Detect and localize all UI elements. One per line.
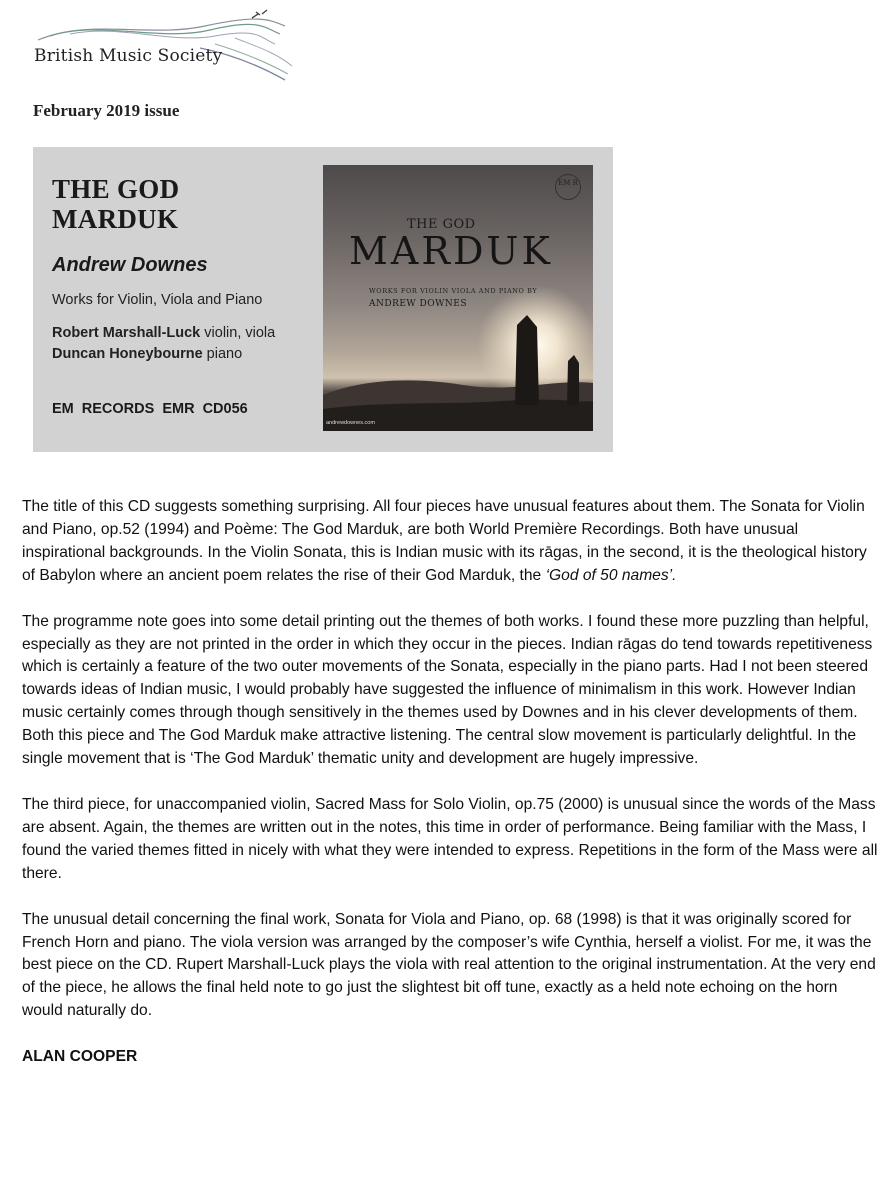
record-label: EM RECORDS EMR CD056	[52, 401, 248, 417]
cover-works-text: WORKS FOR VIOLIN VIOLA AND PIANO BY	[369, 287, 538, 295]
performer-1-role: violin, viola	[200, 325, 276, 341]
performer-2-role: piano	[202, 346, 243, 362]
cd-title	[52, 174, 312, 234]
works-description: Works for Violin, Viola and Piano	[52, 292, 263, 308]
logo-text: British Music Society	[34, 46, 223, 66]
cover-url: andrewdownes.com	[326, 420, 375, 426]
issue-date: February 2019 issue	[33, 101, 180, 120]
cd-title-line2: MARDUK	[52, 204, 179, 234]
paragraph-2: The programme note goes into some detail printing out the themes of both works. I found these more puzzling than helpful, especially as they are not printed in the order in which they occur in the pieces. Indian rāgas do tend towards repetitiveness which is certainly a feature of the two outer movements of the Sonata, especially in the piano parts. Had I not been steered towards ideas of Indian music, I would probably have suggested the influence of minimalism in this work. However Indian music certainly comes through though sensitively in the themes used by Downes and in his clever developments of them. Both this piece and The God Marduk make attractive listening. The central slow movement is particularly delightful. In the single movement that is ‘The God Marduk’ thematic unity and development are hugely impressive.	[22, 612, 873, 768]
british-music-society-logo	[30, 8, 300, 88]
author-signature: ALAN COOPER	[22, 1048, 138, 1066]
performer-1	[52, 325, 275, 341]
performer-2	[52, 346, 242, 362]
cd-banner	[33, 147, 613, 452]
cover-marduk: MARDUK	[349, 229, 553, 273]
paragraph-4: The unusual detail concerning the final work, Sonata for Viola and Piano, op. 68 (1998) is that it was originally scored for French Horn and piano. The viola version was arranged by the composer’s wife Cynthia, herself a violist. For me, it was the best piece on the CD. Rupert Marshall-Luck plays the viola with real attention to the original instrumentation. At the very end of the piece, he allows the final held note to go just the slightest bit off tune, exactly as a held note echoing on the horn would naturally do.	[22, 910, 876, 1020]
composer-name: Andrew Downes	[52, 254, 208, 276]
performer-1-name: Robert Marshall-Luck	[52, 325, 201, 341]
paragraph-3: The third piece, for unaccompanied violin, Sacred Mass for Solo Violin, op.75 (2000) is unusual since the words of the Mass are absent. Again, the themes are written out in the notes, this time in order of performance. Being familiar with the Mass, I found the varied themes fitted in nicely with what they were intended to express. Repetitions in the form of the Mass were all there.	[22, 795, 878, 882]
cover-composer: ANDREW DOWNES	[369, 299, 468, 309]
paragraph-1	[22, 496, 880, 588]
review-article	[22, 496, 880, 1092]
em-records-seal: EM R	[555, 174, 581, 200]
cd-title-line1: THE GOD	[52, 174, 180, 204]
album-cover	[323, 165, 593, 431]
cover-the-god: THE GOD	[407, 217, 476, 232]
paragraph-1-text: The title of this CD suggests something surprising. All four pieces have unusual features about them. The Sonata for Violin and Piano, op.52 (1994) and Poème: The God Marduk, are both World Première Recordings. Both have unusual inspirational backgrounds. In the Violin Sonata, this is Indian music with its rāgas, in the second, it is the theological history of Babylon where an ancient poem relates the rise of their God Marduk, the	[22, 498, 867, 584]
cover-landscape-graphic	[323, 165, 593, 431]
paragraph-1-emphasis: ‘God of 50 names’.	[545, 566, 677, 584]
performer-2-name: Duncan Honeybourne	[52, 346, 203, 362]
